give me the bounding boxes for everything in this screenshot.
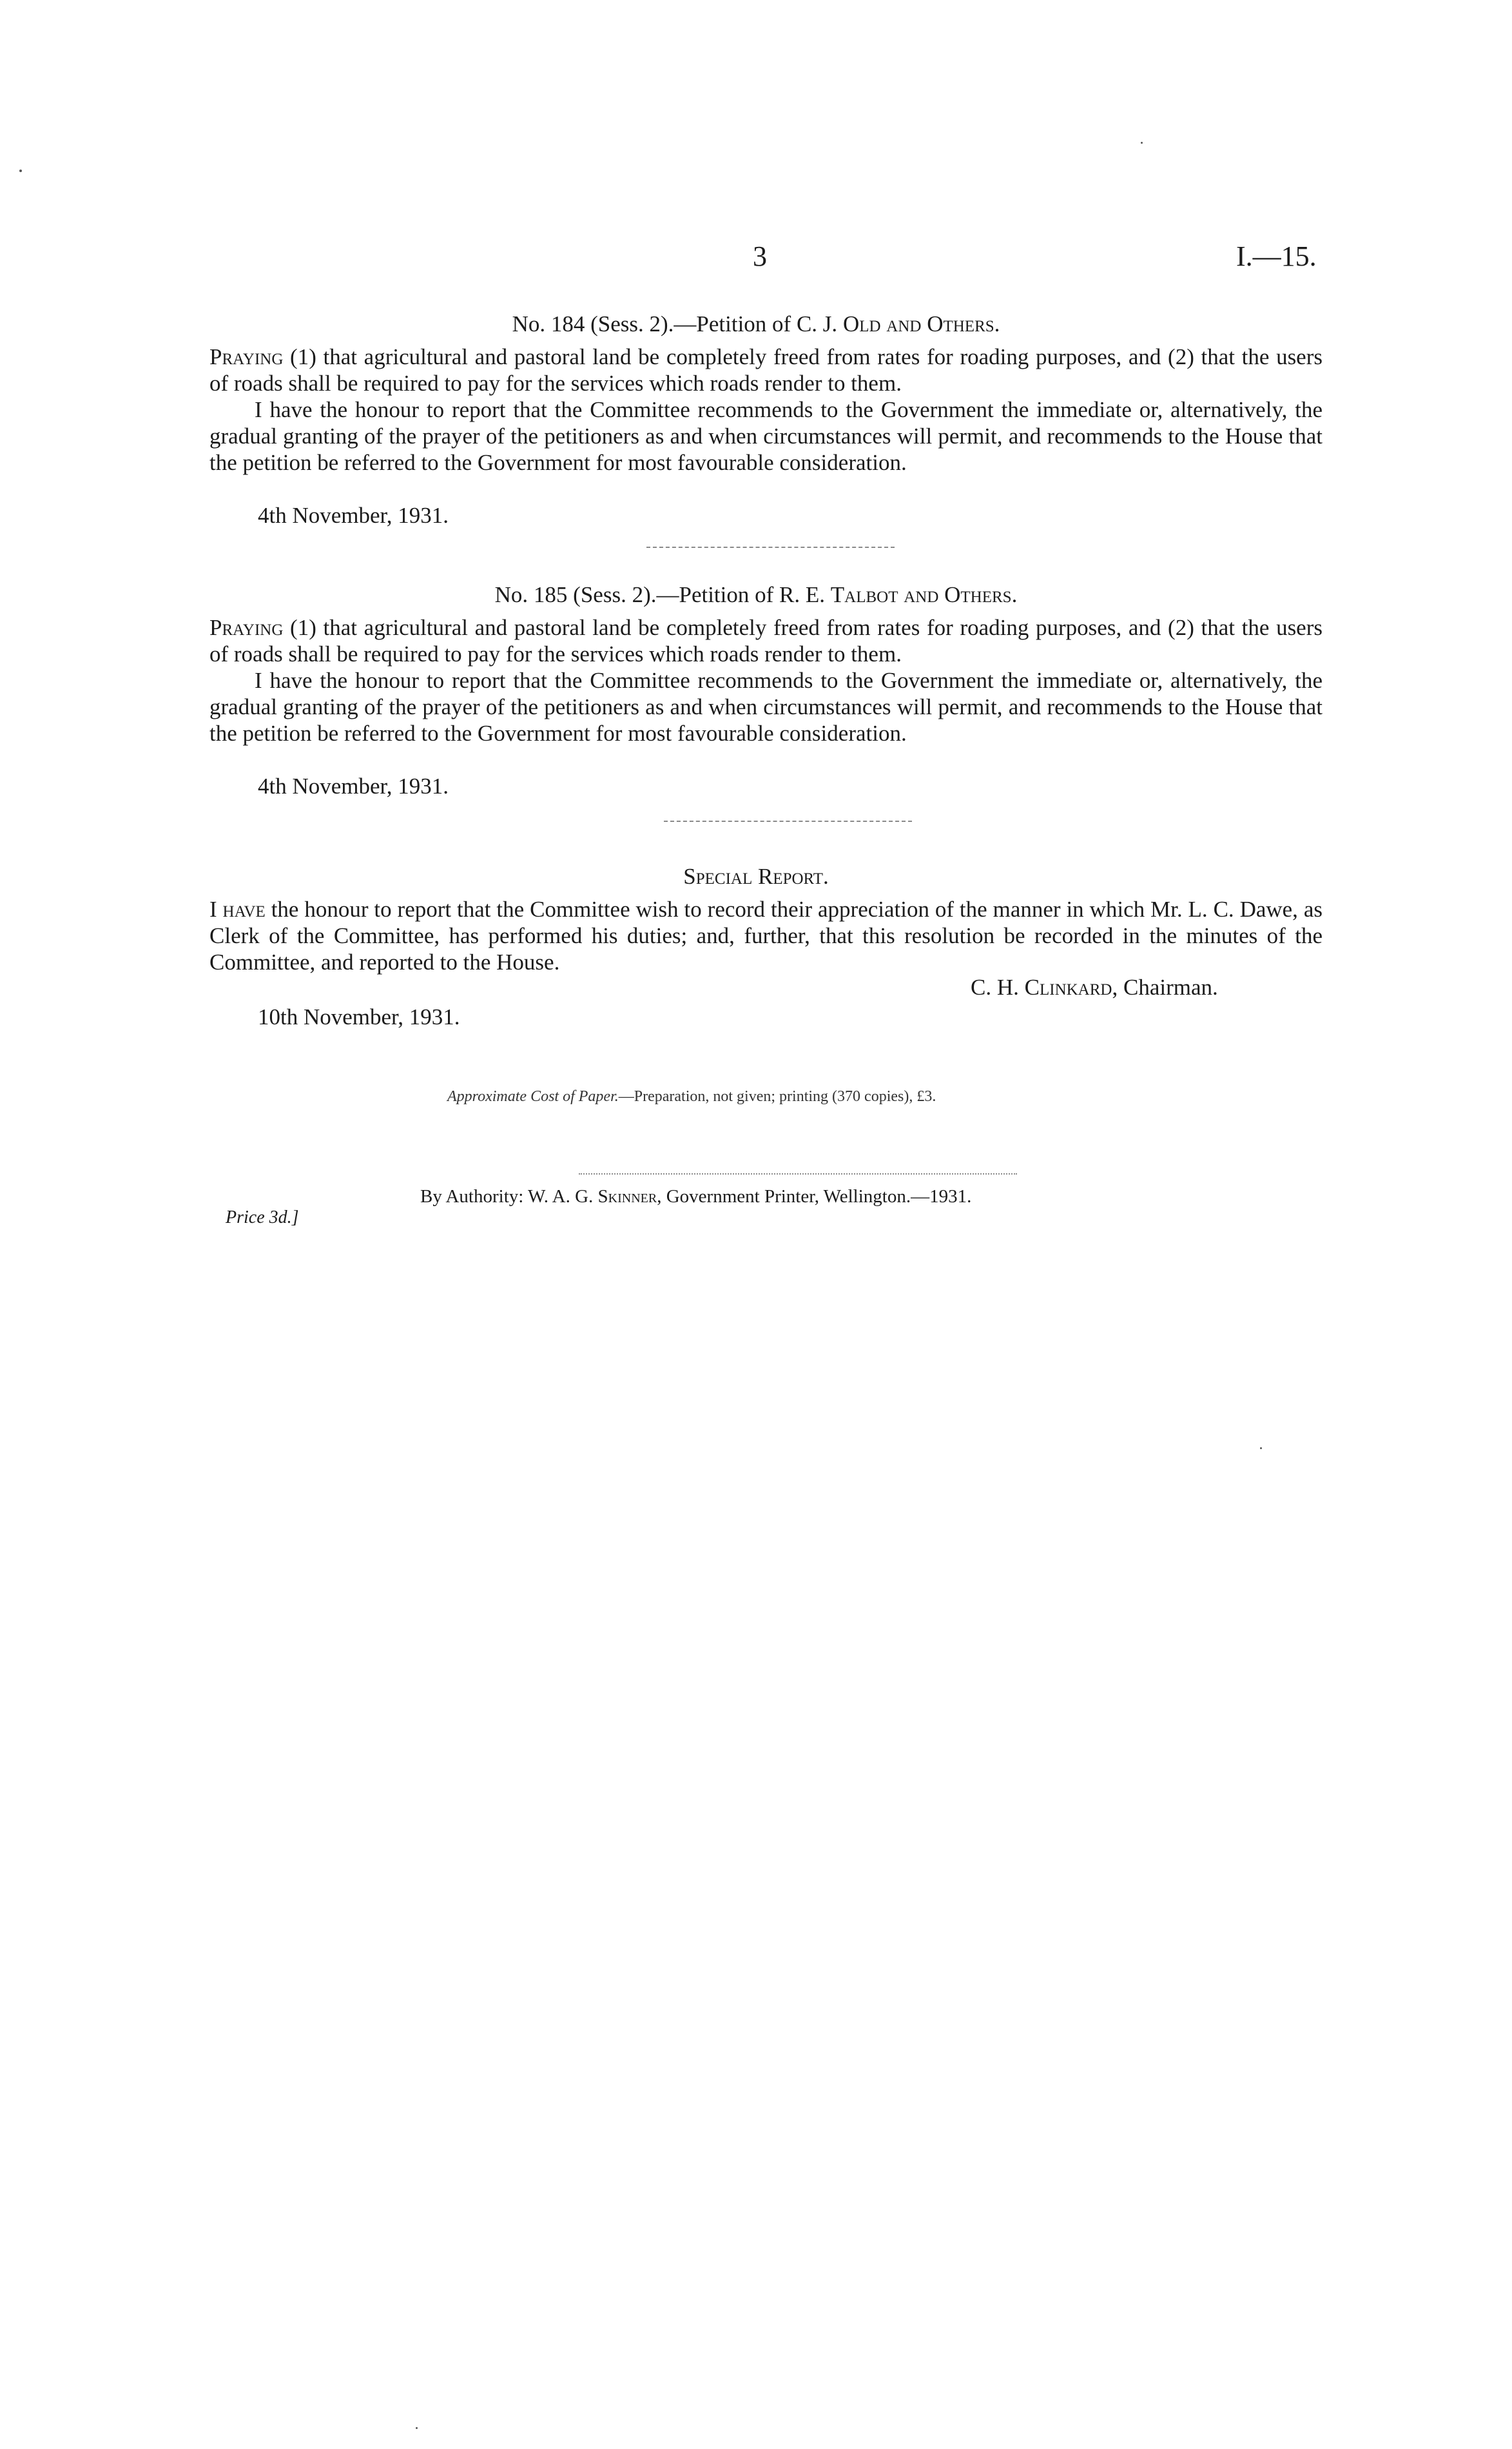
- authority-suffix: , Government Printer, Wellington.—1931.: [657, 1186, 972, 1207]
- footer-divider: [579, 1173, 1017, 1175]
- approximate-cost-line: [447, 1088, 936, 1106]
- printer-name: Skinner: [597, 1186, 657, 1207]
- petition-185-prayer: [209, 614, 1323, 667]
- paper-reference: I.—15.: [1236, 240, 1317, 272]
- praying-label: Praying: [209, 615, 284, 640]
- cost-label: Approximate Cost of Paper.: [447, 1088, 619, 1105]
- petition-184-heading: [0, 311, 1512, 337]
- petition-185-prayer-text: (1) that agricultural and pastoral land be completely freed from rates for roading purposes, and (2) that the users of roads shall be required to pay for the services which roads render to them.: [209, 615, 1323, 667]
- signatory-title: , Chairman.: [1112, 975, 1218, 1000]
- printer-authority-line: [420, 1186, 971, 1207]
- special-report-date: 10th November, 1931.: [258, 1004, 460, 1029]
- page-number: 3: [753, 240, 767, 272]
- special-report-opening: I have: [209, 897, 266, 922]
- petition-184-petitioners: Old and Others.: [842, 311, 1000, 337]
- petition-185-date: 4th November, 1931.: [258, 774, 449, 799]
- petition-184-report: I have the honour to report that the Committee recommends to the Government the immediate or, alternatively, the gradual granting of the prayer of the petitioners as and when circumstances will permit, and recommends to the House that the petition be referred to the Government for most favourable consideration.: [209, 397, 1323, 475]
- section-divider: [664, 821, 912, 822]
- signatory-initials: C. H.: [971, 975, 1019, 1000]
- cost-text: —Preparation, not given; printing (370 copies), £3.: [618, 1088, 936, 1105]
- special-report-text: [209, 896, 1323, 975]
- petition-184-number: No. 184 (Sess. 2).—Petition of C. J.: [512, 311, 838, 337]
- petition-185-number: No. 185 (Sess. 2).—Petition of R. E.: [494, 582, 826, 607]
- scan-speck: [1141, 142, 1143, 144]
- scan-speck: [416, 2427, 418, 2429]
- petition-185-heading: [0, 582, 1512, 608]
- price: Price 3d.]: [226, 1207, 299, 1227]
- special-report-heading: Special Report.: [683, 864, 829, 889]
- authority-prefix: By Authority: W. A. G.: [420, 1186, 594, 1207]
- praying-label: Praying: [209, 344, 284, 369]
- petition-184-prayer: [209, 344, 1323, 396]
- petition-185-petitioners: Talbot and Others.: [830, 582, 1018, 607]
- chairman-signature: [971, 975, 1218, 1000]
- scan-speck: [19, 170, 22, 172]
- section-divider: [646, 547, 895, 548]
- petition-184-date: 4th November, 1931.: [258, 503, 449, 528]
- petition-184-prayer-text: (1) that agricultural and pastoral land be completely freed from rates for roading purposes, and (2) that the users of roads shall be required to pay for the services which roads render to them.: [209, 344, 1323, 396]
- signatory-surname: Clinkard: [1024, 975, 1112, 1000]
- special-report-body: the honour to report that the Committee wish to record their appreciation of the manner in which Mr. L. C. Dawe, as Clerk of the Committee, has performed his duties; and, further, that this resolution be recorded in the minutes of the Committee, and reported to the House.: [209, 897, 1323, 975]
- scan-speck: [1260, 1447, 1262, 1449]
- petition-185-report: I have the honour to report that the Committee recommends to the Government the immediate or, alternatively, the gradual granting of the prayer of the petitioners as and when circumstances will permit, and recommends to the House that the petition be referred to the Government for most favourable consideration.: [209, 668, 1323, 746]
